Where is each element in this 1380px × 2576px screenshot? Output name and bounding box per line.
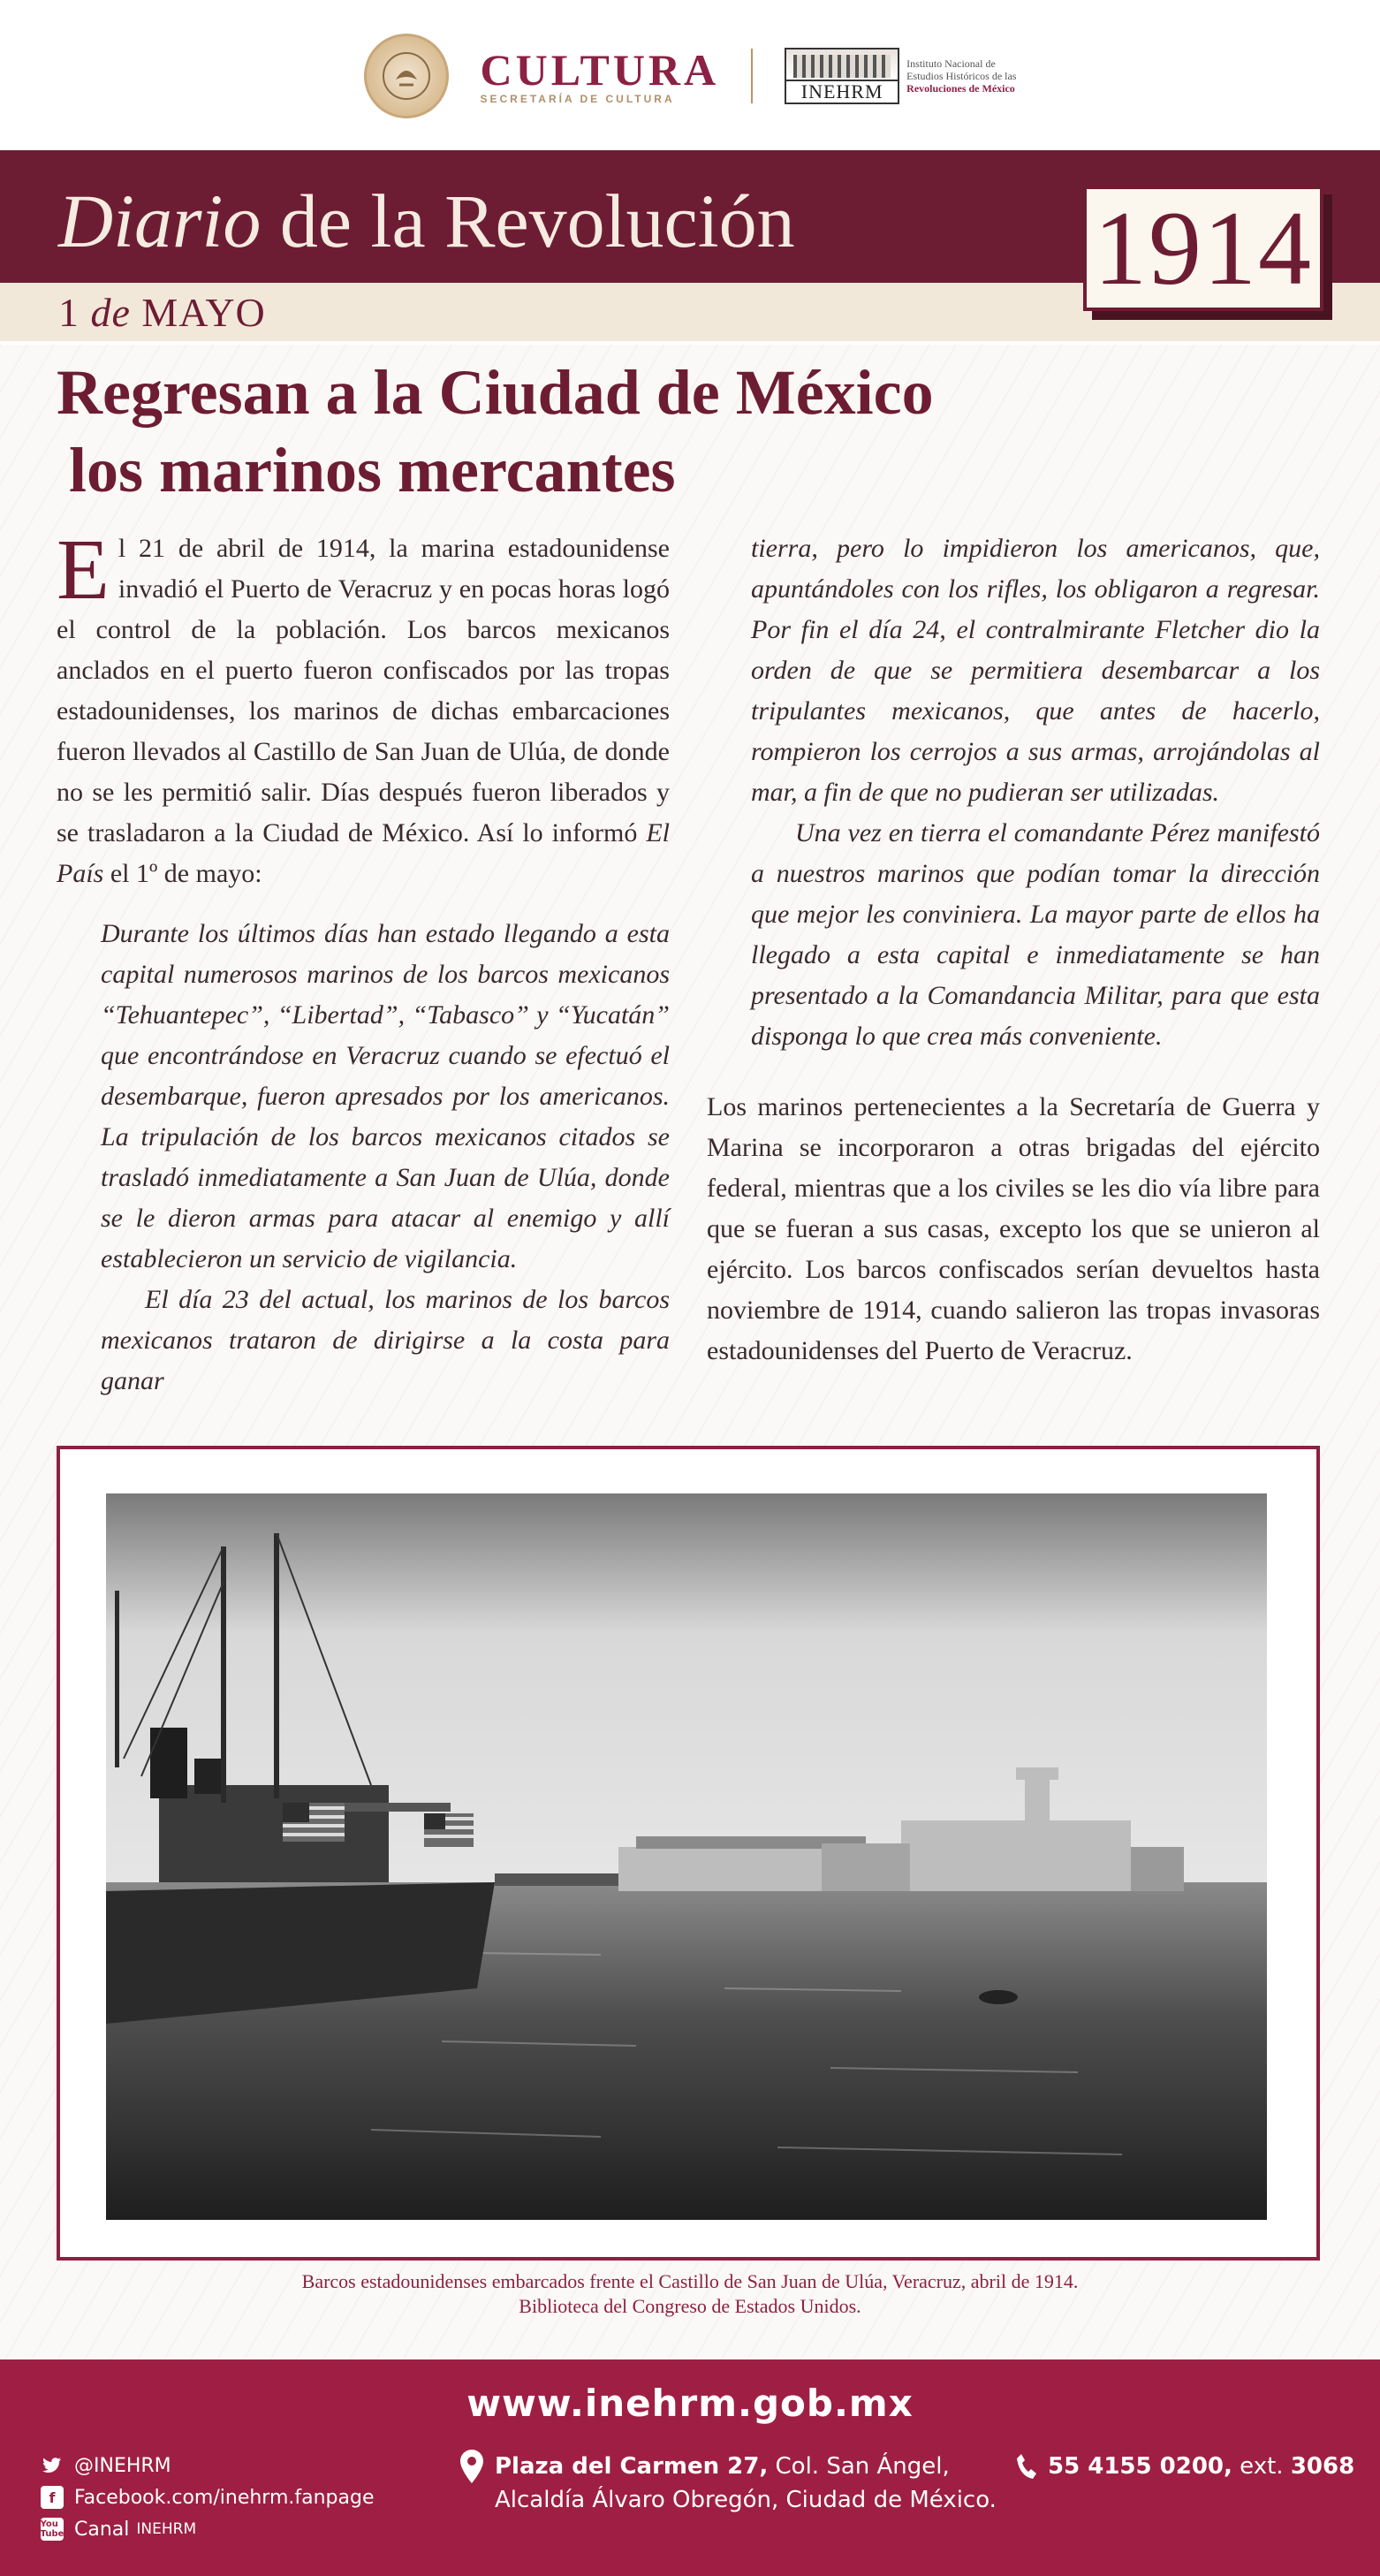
date-de: de	[90, 290, 131, 335]
drop-cap: E	[57, 522, 110, 618]
article-column-left	[57, 522, 670, 1402]
cultura-wordmark: CULTURA	[480, 45, 720, 95]
mexico-seal-logo	[364, 34, 449, 118]
inehrm-logo	[785, 48, 1016, 104]
inehrm-fullname	[906, 57, 1016, 95]
location-pin-icon	[459, 2450, 484, 2485]
eagle-icon	[380, 49, 433, 103]
year-text: 1914	[1094, 189, 1313, 307]
youtube-link[interactable]	[41, 2513, 375, 2545]
website-link[interactable]: www.inehrm.gob.mx	[466, 2382, 914, 2425]
intro-paragraph	[57, 522, 670, 894]
masthead-title-italic: Diario	[58, 179, 262, 263]
youtube-icon: You Tube	[40, 2519, 64, 2539]
cultura-logo	[481, 47, 720, 105]
twitter-icon	[41, 2454, 64, 2477]
address-street: Plaza del Carmen 27,	[495, 2453, 769, 2480]
intro-text: l 21 de abril de 1914, la marina estadounidense invadió el Puerto de Veracruz y en pocas horas logó el control de la población. Los barcos mexicanos anclados en el puerto fueron confiscados por las tropas estadounidenses, los marinos de dichas embarcaciones fueron llevados al Castillo de San Juan de Ulúa, de donde no se les permitió salir. Días después fueron liberados y se trasladaron a la Ciudad de México. Así lo informó	[57, 534, 670, 847]
intro-end: el 1º de mayo:	[103, 859, 262, 888]
article-headline	[57, 353, 1099, 509]
cultura-subtitle: SECRETARÍA DE CULTURA	[480, 93, 675, 105]
harbor-illustration	[106, 1493, 1267, 2220]
date-month: MAYO	[141, 290, 266, 335]
quote-paragraph-1: Durante los últimos días han estado llegando a esta capital numerosos marinos de los barcos mexicanos “Tehuantepec”, “Libertad”, “Tabasco” y “Yucatán” que encontrándose en Veracruz cuando se efectuó el desembarque, fueron apresados por los americanos. La tripulación de los barcos mexicanos citados se trasladó inmediatamente a San Juan de Ulúa, donde se le dieron armas para atacar al enemigo y allí establecieron un servicio de vigilancia.	[101, 919, 670, 1273]
newspaper-name: El País	[57, 818, 670, 888]
inehrm-line-1: Instituto Nacional de	[906, 57, 996, 70]
footer	[0, 2359, 1380, 2576]
building-icon	[793, 55, 891, 78]
quote-paragraph-2-end: tierra, pero lo impidieron los americanos, que, apuntándoles con los rifles, los obligaron a regresar. Por fin el día 24, el contralmirante Fletcher dio la orden de que se permitiera desembarcar a los tripulantes mexicanos, que antes de hacerlo, rompieron los cerrojos a sus armas, arrojándolas al mar, a fin de que no pudieran ser utilizadas.	[751, 534, 1320, 807]
date-day: 1	[58, 290, 80, 335]
phone-icon	[1016, 2450, 1037, 2489]
facebook-icon: f	[41, 2486, 64, 2509]
headline-line-2: los marinos mercantes	[69, 435, 676, 505]
masthead-date	[58, 288, 266, 338]
photo-caption	[0, 2269, 1380, 2319]
phone-extension: 3068	[1290, 2453, 1355, 2480]
twitter-link[interactable]	[41, 2450, 375, 2481]
pier	[495, 1873, 618, 1886]
quote-paragraph-3: Una vez en tierra el comandante Pérez manifestó a nuestros marinos que podían tomar la dirección que mejor les conviniera. La mayor parte de ellos ha llegado a esta capital e inmediatamente se han presentado a la Comandancia Militar, para que esta disponga lo que crea más conveniente.	[751, 818, 1320, 1051]
social-links	[41, 2450, 375, 2545]
photo-frame	[57, 1446, 1320, 2261]
closing-paragraph: Los marinos pertenecientes a la Secretaría de Guerra y Marina se incorporaron a otras brigadas del ejército federal, mientras que a los civiles se les dio vía libre para que se fueran a sus casas, excepto los que se unieron al ejército. Los barcos confiscados serían devueltos hasta noviembre de 1914, cuando salieron las tropas invasoras estadounidenses del Puerto de Veracruz.	[707, 1092, 1320, 1365]
headline-line-1: Regresan a la Ciudad de México	[57, 357, 934, 428]
quote-paragraph-2-start: El día 23 del actual, los marinos de los barcos mexicanos trataron de dirigirse a la costa para ganar	[101, 1285, 670, 1395]
address-block	[459, 2450, 997, 2517]
phone-number	[1048, 2450, 1354, 2489]
facebook-url: Facebook.com/inehrm.fanpage	[74, 2486, 375, 2509]
historical-photo	[106, 1493, 1267, 2220]
rock	[979, 1990, 1018, 2004]
inehrm-line-3: Revoluciones de México	[906, 82, 1015, 95]
address-text	[495, 2450, 997, 2517]
phone-ext-label: ext.	[1232, 2453, 1291, 2480]
logo-header	[0, 32, 1380, 120]
address-line-1	[495, 2450, 997, 2483]
inehrm-building-mark	[785, 48, 899, 104]
youtube-channel: INEHRM	[136, 2520, 197, 2538]
caption-line-1: Barcos estadounidenses embarcados frente el Castillo de San Juan de Ulúa, Veracruz, abril de 1914.	[301, 2270, 1079, 2292]
youtube-label: Canal	[74, 2518, 130, 2541]
facebook-link[interactable]	[41, 2481, 375, 2513]
caption-line-2: Biblioteca del Congreso de Estados Unidos.	[519, 2295, 861, 2317]
article-column-right	[707, 528, 1320, 1372]
phone-block[interactable]	[1016, 2450, 1354, 2489]
inehrm-line-2: Estudios Históricos de las	[906, 70, 1017, 82]
masthead-title-rest: de la Revolución	[261, 179, 795, 263]
inehrm-wordmark: INEHRM	[786, 80, 898, 103]
logo-divider	[751, 49, 753, 103]
masthead-title	[58, 177, 795, 265]
address-colonia: Col. San Ángel,	[768, 2453, 950, 2480]
year-badge	[1083, 186, 1323, 311]
address-line-2: Alcaldía Álvaro Obregón, Ciudad de México.	[495, 2487, 997, 2513]
phone-main: 55 4155 0200,	[1048, 2453, 1232, 2480]
twitter-handle: @INEHRM	[74, 2454, 171, 2477]
